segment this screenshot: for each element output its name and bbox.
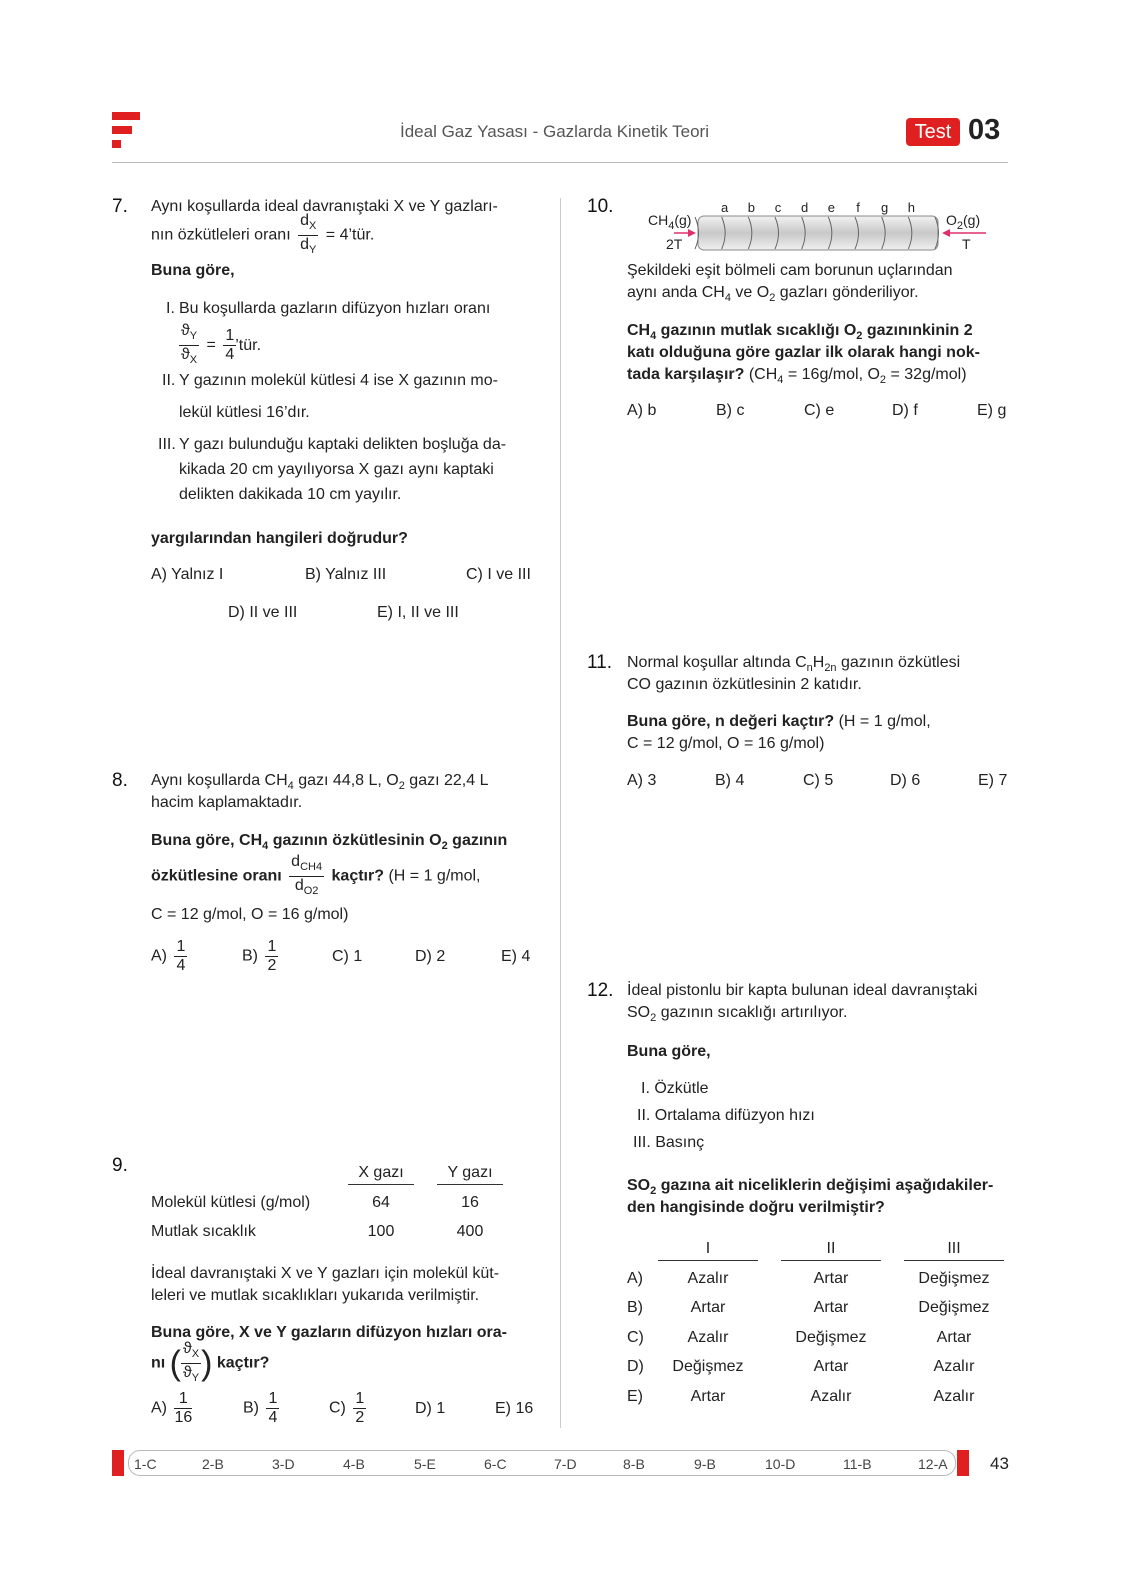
q8-line1: Aynı koşullarda $CH_4$ gazı 44,8 L, $O_2$ gazı 22,4 L — [151, 772, 489, 792]
q7-option-e[interactable]: E) I, II ve III — [377, 604, 459, 621]
question-8-number: 8. — [112, 770, 128, 791]
q8-option-a[interactable]: A) $\frac{1}{4}$ — [151, 938, 186, 974]
q11-question-line1: Buna göre, n değeri kaçtır? (H = 1 g/mol, — [627, 713, 931, 730]
q7-statement-1-ratio: $\frac{ϑ_Y}{ϑ_X}$ = $\frac{1}{4}$ ’tür. — [181, 322, 262, 366]
q9-question-line2: nı ( $\frac{ϑ_X}{ϑ_Y}$ ) kaçtır? — [151, 1340, 269, 1387]
q10-left-gas-label: $CH_4(g)$ — [648, 212, 692, 232]
q7-statement-2-text-a: Y gazının molekül kütlesi 4 ise X gazının mo- — [179, 372, 498, 389]
answer-key-item: 11-B — [843, 1456, 872, 1472]
q10-tube-body — [698, 216, 938, 250]
answer-key-item: 9-B — [694, 1456, 716, 1472]
q11-line1: Normal koşullar altında $C_nH_{2n}$ gazının özkütlesi — [627, 654, 961, 674]
q11-question-line2: C = 12 g/mol, O = 16 g/mol) — [627, 735, 825, 752]
q10-option-d[interactable]: D) f — [892, 402, 918, 419]
q9-option-d[interactable]: D) 1 — [415, 1400, 446, 1417]
q7-statement-2-text-b: lekül kütlesi 16’dır. — [179, 404, 310, 421]
q11-option-b[interactable]: B) 4 — [715, 772, 745, 789]
q12-line2: $SO_2$ gazının sıcaklığı artırılıyor. — [627, 1004, 848, 1024]
q7-lead: Buna göre, — [151, 262, 235, 279]
q11-option-d[interactable]: D) 6 — [890, 772, 921, 789]
q7-intro-line2: nın özkütleleri oranı $\frac{d_X}{d_Y}$ = 4’tür. — [151, 212, 541, 259]
q10-option-c[interactable]: C) e — [804, 402, 835, 419]
q9-speed-ratio: $\frac{ϑ_X}{ϑ_Y}$ — [183, 1340, 200, 1384]
answer-key-item: 12-A — [918, 1456, 948, 1472]
q12-item-1: I. Özkütle — [641, 1080, 709, 1097]
q10-question-line2: katı olduğuna göre gazlar ilk olarak hangi nok- — [627, 344, 980, 361]
q9-cell: 64 — [372, 1194, 390, 1211]
q9-row-label: Molekül kütlesi (g/mol) — [151, 1194, 311, 1211]
q12-col-header-1: I — [658, 1240, 758, 1261]
q10-option-b[interactable]: B) c — [716, 402, 745, 419]
q9-col-y-header: Y gazı — [437, 1164, 503, 1185]
q7-statement-3-text-c: delikten dakikada 10 cm yayılır. — [179, 486, 402, 503]
q9-cell: 400 — [456, 1223, 484, 1240]
brand-logo — [112, 112, 142, 152]
tube-point-label: a — [721, 200, 729, 215]
q9-cell: 100 — [367, 1223, 395, 1240]
q9-option-b[interactable]: B) $\frac{1}{4}$ — [243, 1390, 278, 1426]
column-divider — [560, 198, 561, 1428]
q8-option-b[interactable]: B) $\frac{1}{2}$ — [242, 938, 277, 974]
tube-point-label: b — [747, 200, 755, 215]
q11-line2: CO gazının özkütlesinin 2 katıdır. — [627, 676, 862, 693]
q9-col-x-header: X gazı — [348, 1164, 414, 1185]
test-number: 03 — [968, 114, 1001, 146]
q12-question-line1: $SO_2$ gazına ait niceliklerin değişimi aşağıdakiler- — [627, 1177, 994, 1197]
page-number: 43 — [990, 1454, 1009, 1473]
q8-question-line1: Buna göre, $CH_4$ gazının özkütlesinin $O_2$ gazının — [151, 832, 508, 852]
question-12-number: 12. — [587, 980, 614, 1001]
q7-option-a[interactable]: A) Yalnız I — [151, 566, 224, 583]
answer-key-item: 8-B — [623, 1456, 645, 1472]
answer-key-item: 3-D — [272, 1456, 295, 1472]
q12-col-header-2: II — [781, 1240, 881, 1261]
tube-point-label: c — [774, 200, 782, 215]
tube-point-label: h — [907, 200, 915, 215]
q7-question: yargılarından hangileri doğrudur? — [151, 530, 408, 547]
q9-desc-line2: leleri ve mutlak sıcaklıkları yukarıda verilmiştir. — [151, 1287, 480, 1304]
q12-col-header-3: III — [904, 1240, 1004, 1261]
q10-option-e[interactable]: E) g — [977, 402, 1007, 419]
q8-option-e[interactable]: E) 4 — [501, 948, 531, 965]
answer-key-item: 4-B — [343, 1456, 365, 1472]
q7-statement-3-label: III. — [158, 436, 176, 453]
q10-desc-line2: aynı anda $CH_4$ ve $O_2$ gazları gönderiliyor. — [627, 284, 919, 304]
q9-option-a[interactable]: A) $\frac{1}{16}$ — [151, 1390, 193, 1426]
tube-point-label: e — [827, 200, 835, 215]
q10-right-temp: T — [962, 236, 971, 252]
q7-statement-1-label: I. — [166, 300, 175, 317]
q9-row-label: Mutlak sıcaklık — [151, 1223, 256, 1240]
tube-point-label: f — [856, 200, 860, 215]
answer-key-left-marker — [112, 1450, 124, 1476]
q9-option-c[interactable]: C) $\frac{1}{2}$ — [329, 1390, 365, 1426]
q8-question-line2: özkütlesine oranı $\frac{d_{CH4}}{d_{O2}}$ kaçtır? (H = 1 g/mol, — [151, 853, 480, 900]
q12-item-3: III. Basınç — [633, 1134, 705, 1151]
q8-option-d[interactable]: D) 2 — [415, 948, 446, 965]
q8-question-line3: C = 12 g/mol, O = 16 g/mol) — [151, 906, 349, 923]
answer-key-item: 1-C — [134, 1456, 157, 1472]
question-9-number: 9. — [112, 1155, 128, 1176]
question-11-number: 11. — [587, 652, 613, 673]
answer-key-right-marker — [957, 1450, 969, 1476]
test-label: Test — [914, 121, 952, 143]
q7-statement-2-label: II. — [162, 372, 176, 389]
q12-option-c[interactable]: C) Azalır Değişmez Artar — [627, 1329, 972, 1346]
q12-lead: Buna göre, — [627, 1043, 711, 1060]
q8-density-ratio: $\frac{d_{CH4}}{d_{O2}}$ — [291, 853, 323, 897]
q12-option-e[interactable]: E) Artar Azalır Azalır — [627, 1388, 975, 1405]
header-divider — [112, 162, 1008, 163]
q11-option-e[interactable]: E) 7 — [978, 772, 1008, 789]
q7-statement-3-text-a: Y gazı bulunduğu kaptaki delikten boşluğa da- — [179, 436, 507, 453]
q7-density-ratio: $\frac{d_X}{d_Y}$ — [300, 212, 317, 256]
q7-option-b[interactable]: B) Yalnız III — [305, 566, 387, 583]
q8-option-c[interactable]: C) 1 — [332, 948, 363, 965]
question-10-number: 10. — [587, 196, 614, 217]
answer-key-item: 7-D — [554, 1456, 577, 1472]
q12-option-a[interactable]: A) Azalır Artar Değişmez — [627, 1270, 990, 1287]
q11-option-a[interactable]: A) 3 — [627, 772, 657, 789]
q9-desc-line1: İdeal davranıştaki X ve Y gazları için molekül küt- — [151, 1265, 500, 1282]
q12-item-2: II. Ortalama difüzyon hızı — [637, 1107, 815, 1124]
tube-point-label: d — [801, 200, 809, 215]
header-title: İdeal Gaz Yasası - Gazlarda Kinetik Teori — [400, 122, 709, 141]
question-7-number: 7. — [112, 196, 128, 217]
answer-key-bar — [128, 1450, 956, 1476]
q7-option-c[interactable]: C) I ve III — [466, 566, 531, 583]
q7-option-d[interactable]: D) II ve III — [228, 604, 298, 621]
answer-key-item: 2-B — [202, 1456, 224, 1472]
q7-statement-3-text-b: kikada 20 cm yayılıyorsa X gazı aynı kaptaki — [179, 461, 494, 478]
answer-key-item: 5-E — [414, 1456, 436, 1472]
q9-question-line1: Buna göre, X ve Y gazların difüzyon hızları ora- — [151, 1324, 507, 1341]
q10-desc-line1: Şekildeki eşit bölmeli cam borunun uçlarından — [627, 262, 953, 279]
q7-intro-line1: Aynı koşullarda ideal davranıştaki X ve Y gazları- — [151, 198, 498, 215]
q12-option-d[interactable]: D) Değişmez Artar Azalır — [627, 1358, 975, 1375]
answer-key-item: 6-C — [484, 1456, 507, 1472]
answer-key-item: 10-D — [765, 1456, 796, 1472]
q10-question-line1: $CH_4$ gazının mutlak sıcaklığı $O_2$ gazınınkinin 2 — [627, 322, 973, 342]
test-badge — [906, 118, 960, 146]
q8-line2: hacim kaplamaktadır. — [151, 794, 303, 811]
q9-option-e[interactable]: E) 16 — [495, 1400, 534, 1417]
q10-right-gas-label: $O_2(g)$ — [946, 212, 981, 232]
q11-option-c[interactable]: C) 5 — [803, 772, 834, 789]
q12-line1: İdeal pistonlu bir kapta bulunan ideal davranıştaki — [627, 982, 978, 999]
q10-option-a[interactable]: A) b — [627, 402, 657, 419]
q7-statement-1-text: Bu koşullarda gazların difüzyon hızları oranı — [179, 300, 491, 317]
tube-point-label: g — [881, 200, 889, 215]
q10-question-line3: tada karşılaşır? ($CH_4 = 16g/mol$, $O_2 = 32g/mol$) — [627, 366, 967, 386]
q9-cell: 16 — [461, 1194, 479, 1211]
q12-option-b[interactable]: B) Artar Artar Değişmez — [627, 1299, 990, 1316]
q12-question-line2: den hangisinde doğru verilmiştir? — [627, 1199, 885, 1216]
q10-left-temp: 2T — [666, 236, 683, 252]
